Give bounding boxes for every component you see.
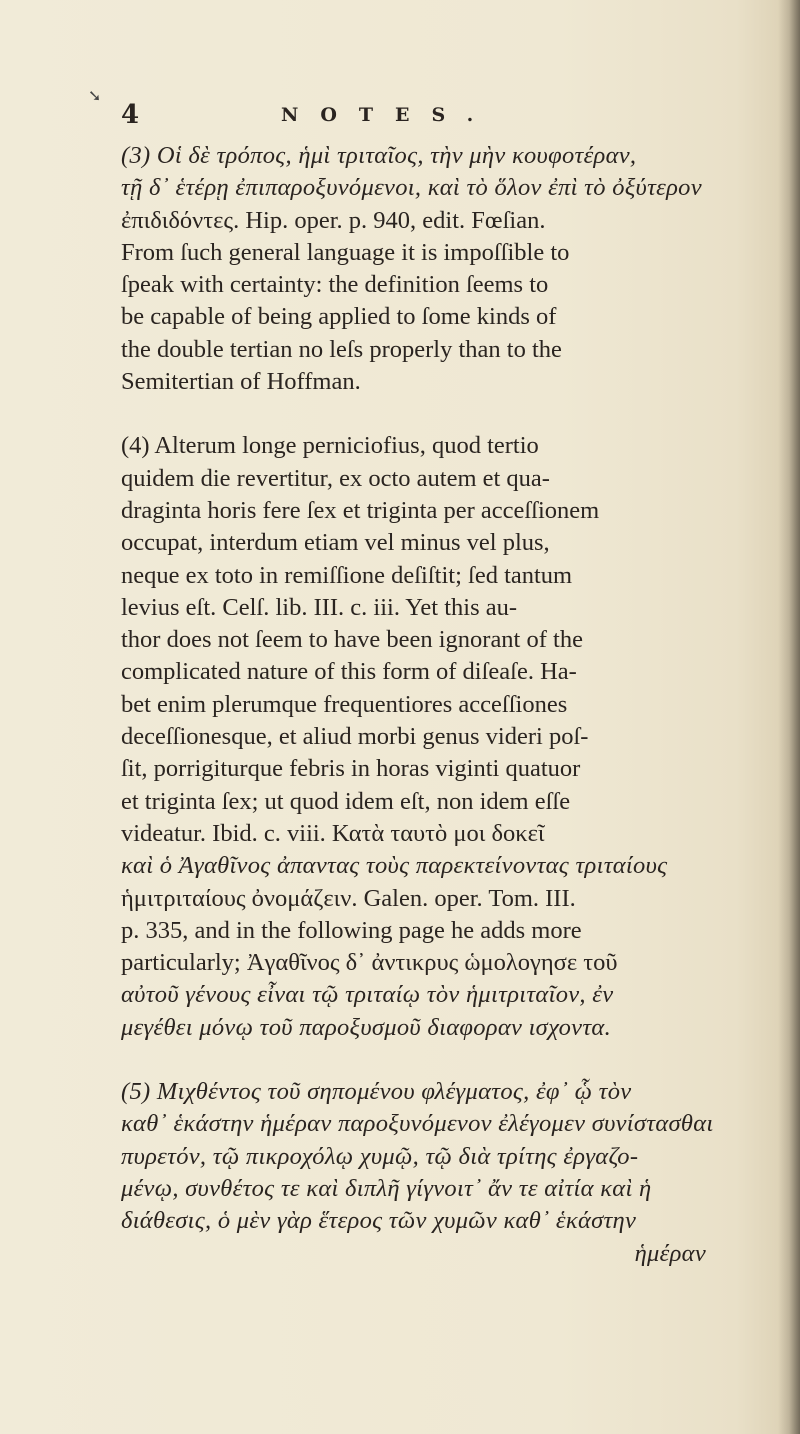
text-line: occupat, interdum etiam vel minus vel plus, <box>121 529 550 557</box>
text-line: ἡμέραν <box>634 1239 706 1267</box>
note-paragraph <box>121 140 746 398</box>
note-3 <box>121 140 746 398</box>
text-line: Semitertian of Hoffman. <box>121 368 361 396</box>
text-line: bet enim plerumque frequentiores acceſſiones <box>121 690 568 718</box>
text-line: complicated nature of this form of diſeaſe. Ha- <box>121 658 577 686</box>
corner-arrow-icon: ➘ <box>88 86 102 105</box>
text-line: μεγέθει μόνῳ τοῦ παροξυσμοῦ διαφοραν ισχοντα. <box>121 1013 612 1041</box>
note-4 <box>121 430 746 1044</box>
text-line: τῇ δ᾽ ἑτέρῃ ἐπιπαροξυνόμενοι, καὶ τὸ ὅλον ἐπὶ τὸ ὀξύτερον <box>121 174 702 202</box>
text-line: the double tertian no leſs properly than to the <box>121 335 562 363</box>
note-paragraph <box>121 430 746 1044</box>
text-line: ſpeak with certainty: the definition ſeems to <box>121 271 549 299</box>
text-line: levius eſt. Celſ. lib. III. c. iii. Yet this au- <box>121 593 518 621</box>
note-5 <box>121 1076 746 1270</box>
text-line: neque ex toto in remiſſione deſiſtit; ſed tantum <box>121 561 573 589</box>
text-line: καὶ ὁ Ἀγαθῖνος ἀπαντας τοὺς παρεκτείνοντας τριταίους <box>121 852 668 880</box>
text-line: (5) Μιχθέντος τοῦ σηπομένου φλέγματος, ἐφ᾽ ᾧ τὸν <box>121 1078 632 1106</box>
text-line: μένῳ, συνθέτος τε καὶ διπλῆ γίγνοιτ᾽ ἄν τε αἰτία καὶ ἡ <box>121 1174 652 1202</box>
text-line: thor does not ſeem to have been ignorant of the <box>121 626 583 654</box>
text-line: διάθεσις, ὁ μὲν γὰρ ἕτερος τῶν χυμῶν καθ᾽ ἑκάστην <box>121 1207 637 1235</box>
text-line: ſit, porrigiturque febris in horas viginti quatuor <box>121 755 581 783</box>
text-line: particularly; Ἀγαθῖνος δ᾽ ἀντικρυς ὡμολογησε τοῦ <box>121 949 618 977</box>
text-line: ἐπιδιδόντες. Hip. oper. p. 940, edit. Fœſian. <box>121 206 546 234</box>
text-line: From ſuch general language it is impoſſible to <box>121 238 570 266</box>
text-line: draginta horis fere ſex et triginta per acceſſionem <box>121 496 600 524</box>
text-line: be capable of being applied to ſome kinds of <box>121 303 557 331</box>
text-line: (3) Οἱ δὲ τρόπος, ἡμὶ τριταῖος, τὴν μὴν κουφοτέραν, <box>121 142 637 169</box>
text-line: quidem die revertitur, ex octo autem et qua- <box>121 464 550 492</box>
text-line: p. 335, and in the following page he adds more <box>121 916 582 944</box>
text-line: καθ᾽ ἑκάστην ἡμέραν παροξυνόμενον ἐλέγομεν συνίστασθαι <box>121 1110 714 1138</box>
text-line: et triginta ſex; ut quod idem eſt, non idem eſſe <box>121 787 571 815</box>
page-number: 4 <box>121 100 140 130</box>
text-line: deceſſionesque, et aliud morbi genus videri poſ- <box>121 723 589 751</box>
text-line: ἡμιτριταίους ὀνομάζειν. Galen. oper. Tom. III. <box>121 884 576 912</box>
text-line: αὐτοῦ γένους εἶναι τῷ τριταίῳ τὸν ἡμιτριταῖον, ἐν <box>121 981 614 1009</box>
text-line: videatur. Ibid. c. viii. Κατὰ ταυτὸ μοι δοκεῖ <box>121 819 545 847</box>
page-edge-shadow <box>778 0 800 1434</box>
text-line: (4) Alterum longe perniciofius, quod tertio <box>121 432 539 460</box>
page-header <box>121 100 681 136</box>
notes-body <box>121 140 746 1302</box>
text-line: πυρετόν, τῷ πικροχόλῳ χυμῷ, τῷ διὰ τρίτης ἐργαζο- <box>121 1142 639 1170</box>
note-paragraph <box>121 1076 746 1270</box>
running-head: NOTES. <box>281 104 496 126</box>
